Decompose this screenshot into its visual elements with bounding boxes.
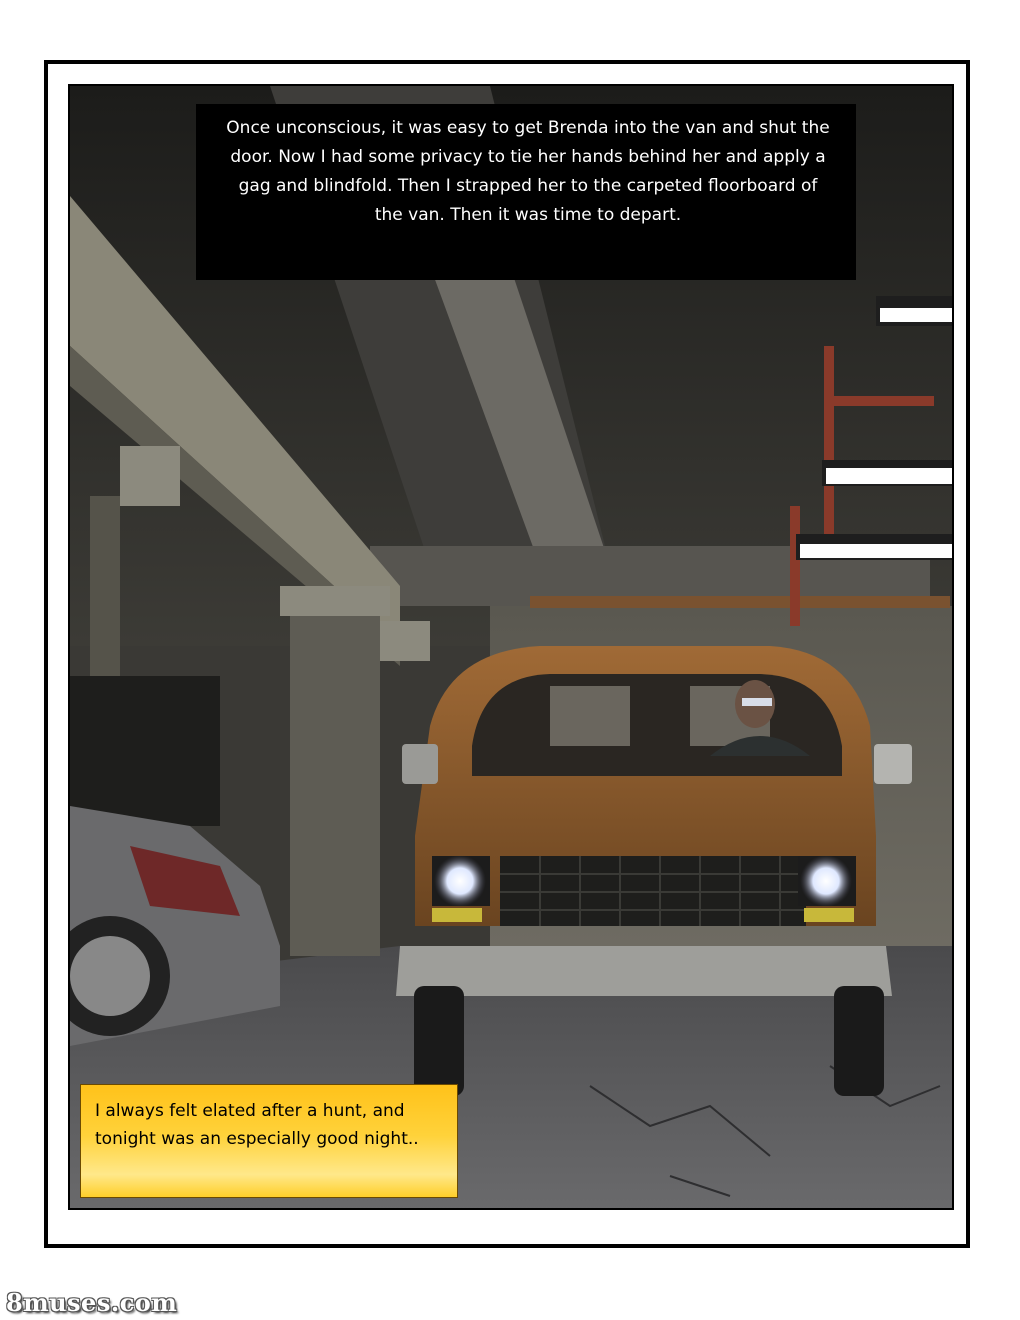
narration-caption-bottom — [80, 1084, 458, 1198]
narration-caption-top — [196, 104, 856, 280]
narration-text-bottom: I always felt elated after a hunt, and tonight was an especially good night.. — [95, 1101, 419, 1149]
site-watermark: 8muses.com — [6, 1288, 178, 1317]
narration-text-top: Once unconscious, it was easy to get Brenda into the van and shut the door. Now I had some privacy to tie her hands behind her and apply a gag and blindfold. Then I strapped her to the carpeted floorboard of the van. Then it was time to depart. — [226, 118, 830, 225]
